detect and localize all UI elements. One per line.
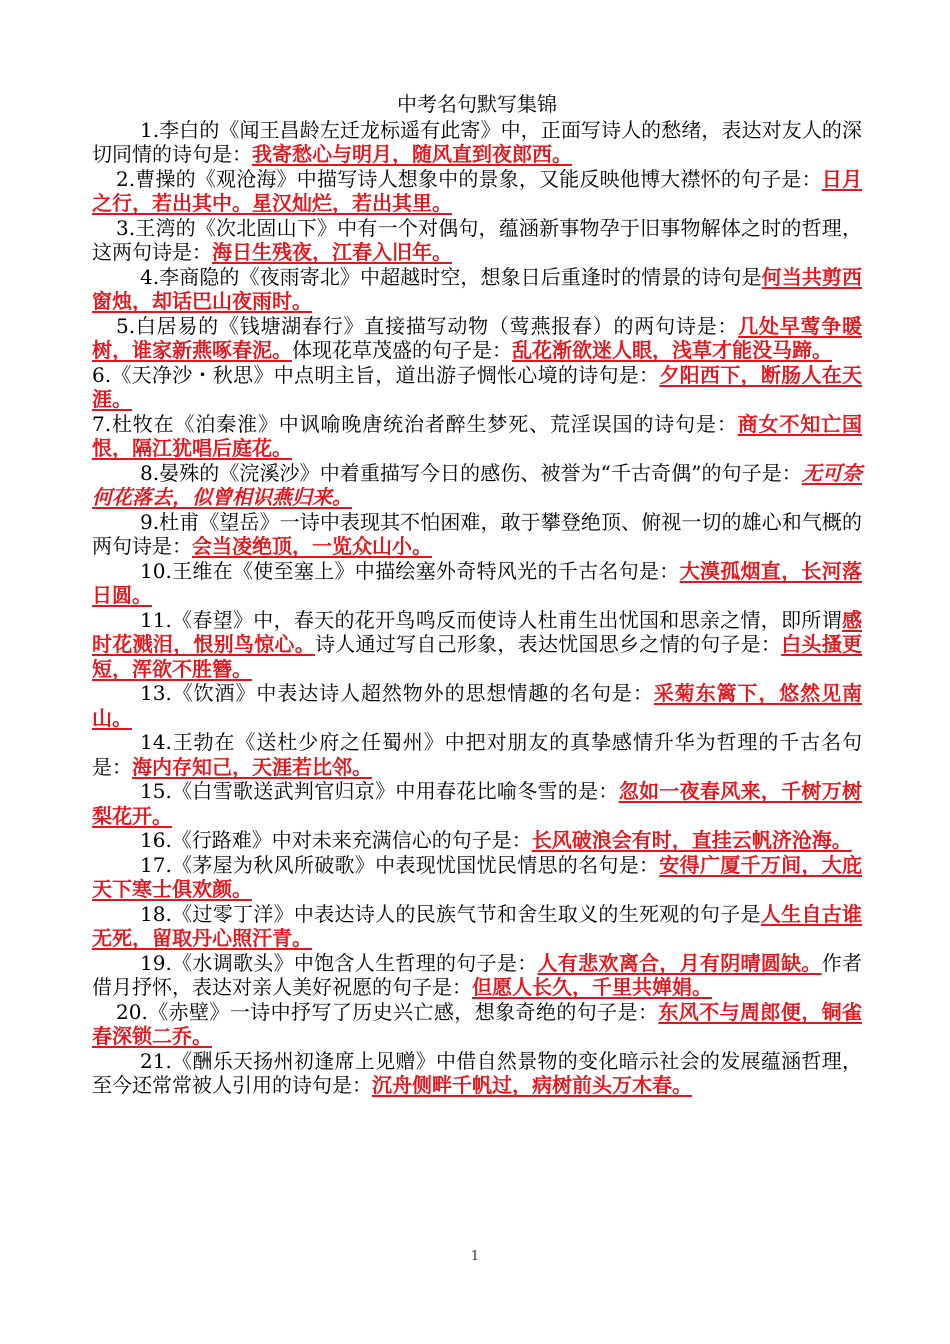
answer-text: 采菊东篱下，悠然见南山。 <box>92 681 862 730</box>
question-item-7 <box>92 412 862 461</box>
question-text: 2.曹操的《观沧海》中描写诗人想象中的景象，又能反映他博大襟怀的句子是： <box>116 166 822 191</box>
answer-text: 夕阳西下，断肠人在天涯。 <box>92 362 862 411</box>
question-item-5 <box>92 314 862 363</box>
answer-text: 海内存知己，天涯若比邻。 <box>132 754 372 779</box>
question-text: 21.《酬乐天扬州初逢席上见赠》中借自然景物的变化暗示社会的发展蕴涵哲理，至今还常常被人引用的诗句是： <box>92 1048 862 1097</box>
question-text: 1.李白的《闻王昌龄左迁龙标遥有此寄》中，正面写诗人的愁绪，表达对友人的深切同情的诗句是： <box>92 117 862 166</box>
question-text-2: 体现花草茂盛的句子是： <box>292 338 512 362</box>
question-text: 18.《过零丁洋》中表达诗人的民族气节和舍生取义的生死观的句子是 <box>140 901 761 926</box>
answer-text: 感时花溅泪，恨别鸟惊心。 <box>92 607 862 656</box>
answer-text: 无可奈何花落去，似曾相识燕归来。 <box>92 460 863 509</box>
answer-text-2: 但愿人长久，千里共婵娟。 <box>472 975 712 999</box>
answer-text: 安得广厦千万间，大庇天下寒士俱欢颜。 <box>92 852 862 901</box>
answer-text-2: 乱花渐欲迷人眼，浅草才能没马蹄。 <box>512 338 832 362</box>
question-text: 13.《饮酒》中表达诗人超然物外的思想情趣的名句是： <box>140 681 654 705</box>
question-text: 9.杜甫《望岳》一诗中表现其不怕困难，敢于攀登绝顶、俯视一切的雄心和气概的两句诗是： <box>92 509 862 558</box>
answer-text: 忽如一夜春风来，千树万树梨花开。 <box>92 779 862 828</box>
answer-text: 东风不与周郎便，铜雀春深锁二乔。 <box>92 999 863 1048</box>
answer-text: 人有悲欢离合，月有阴晴圆缺。 <box>537 950 822 975</box>
answer-text-2: 白头搔更短，浑欲不胜簪。 <box>92 632 863 681</box>
question-text: 7.杜牧在《泊秦淮》中讽喻晚唐统治者醉生梦死、荒淫误国的诗句是： <box>92 411 738 436</box>
answer-text: 我寄愁心与明月，随风直到夜郎西。 <box>252 142 572 166</box>
question-item-9 <box>92 510 862 559</box>
question-item-14 <box>92 730 862 779</box>
page-number: 1 <box>470 1249 480 1264</box>
question-text: 11.《春望》中，春天的花开鸟鸣反而使诗人杜甫生出忧国和思亲之情，即所谓 <box>140 607 842 632</box>
document-title: 中考名句默写集锦 <box>397 92 557 116</box>
question-item-13 <box>92 681 862 730</box>
question-item-6 <box>92 363 862 412</box>
question-text: 20.《赤壁》一诗中抒写了历史兴亡感，想象奇绝的句子是： <box>116 999 659 1024</box>
question-text: 17.《茅屋为秋风所破歌》中表现忧国忧民情思的名句是： <box>140 852 660 877</box>
answer-text: 何当共剪西窗烛，却话巴山夜雨时。 <box>92 264 862 313</box>
answer-text: 大漠孤烟直，长河落日圆。 <box>92 558 863 607</box>
question-item-18 <box>92 902 862 951</box>
question-item-8 <box>92 461 862 510</box>
question-text: 5.白居易的《钱塘湖春行》直接描写动物（莺燕报春）的两句诗是： <box>116 313 739 338</box>
question-text: 10.王维在《使至塞上》中描绘塞外奇特风光的千古名句是： <box>140 558 680 583</box>
question-item-4 <box>92 265 862 314</box>
question-text: 8.晏殊的《浣溪沙》中着重描写今日的感伤、被誉为“千古奇偶”的句子是： <box>140 460 802 485</box>
question-item-19 <box>92 951 862 1000</box>
question-item-16 <box>92 828 862 853</box>
question-text: 6.《天净沙・秋思》中点明主旨，道出游子惆怅心境的诗句是： <box>92 362 660 387</box>
question-text-2: 作者借月抒怀，表达对亲人美好祝愿的句子是： <box>92 950 863 999</box>
question-text: 16.《行路难》中对未来充满信心的句子是： <box>140 828 532 852</box>
question-text: 15.《白雪歌送武判官归京》中用春花比喻冬雪的是： <box>140 779 619 803</box>
answer-text: 长风破浪会有时，直挂云帆济沧海。 <box>531 828 852 852</box>
answer-text: 商女不知亡国恨，隔江犹唱后庭花。 <box>92 411 862 460</box>
answer-text: 人生自古谁无死，留取丹心照汗青。 <box>92 901 862 950</box>
question-item-21 <box>92 1049 862 1098</box>
answer-text: 会当凌绝顶，一览众山小。 <box>192 534 432 558</box>
question-text: 14.王勃在《送杜少府之任蜀州》中把对朋友的真挚感情升华为哲理的千古名句是： <box>92 730 862 779</box>
question-text-2: 诗人通过写自己形象，表达忧国思乡之情的句子是： <box>314 632 782 656</box>
question-text: 3.王湾的《次北固山下》中有一个对偶句，蕴涵新事物孕于旧事物解体之时的哲理，这两句诗是： <box>92 215 862 264</box>
question-item-17 <box>92 853 862 902</box>
question-item-11 <box>92 608 862 682</box>
answer-text: 日月之行，若出其中。星汉灿烂，若出其里。 <box>92 166 862 215</box>
question-item-15 <box>92 779 862 828</box>
question-item-2 <box>92 167 862 216</box>
question-text: 19.《水调歌头》中饱含人生哲理的句子是： <box>140 950 538 975</box>
question-item-20 <box>92 1000 862 1049</box>
question-item-1 <box>92 118 862 167</box>
question-text: 4.李商隐的《夜雨寄北》中超越时空，想象日后重逢时的情景的诗句是 <box>140 264 762 289</box>
document-page <box>92 92 862 1098</box>
question-item-10 <box>92 559 862 608</box>
question-item-3 <box>92 216 862 265</box>
answer-text: 沉舟侧畔千帆过，病树前头万木春。 <box>372 1073 692 1097</box>
answer-text: 几处早莺争暖树，谁家新燕啄春泥。 <box>92 313 863 362</box>
answer-text: 海日生残夜，江春入旧年。 <box>212 240 452 264</box>
